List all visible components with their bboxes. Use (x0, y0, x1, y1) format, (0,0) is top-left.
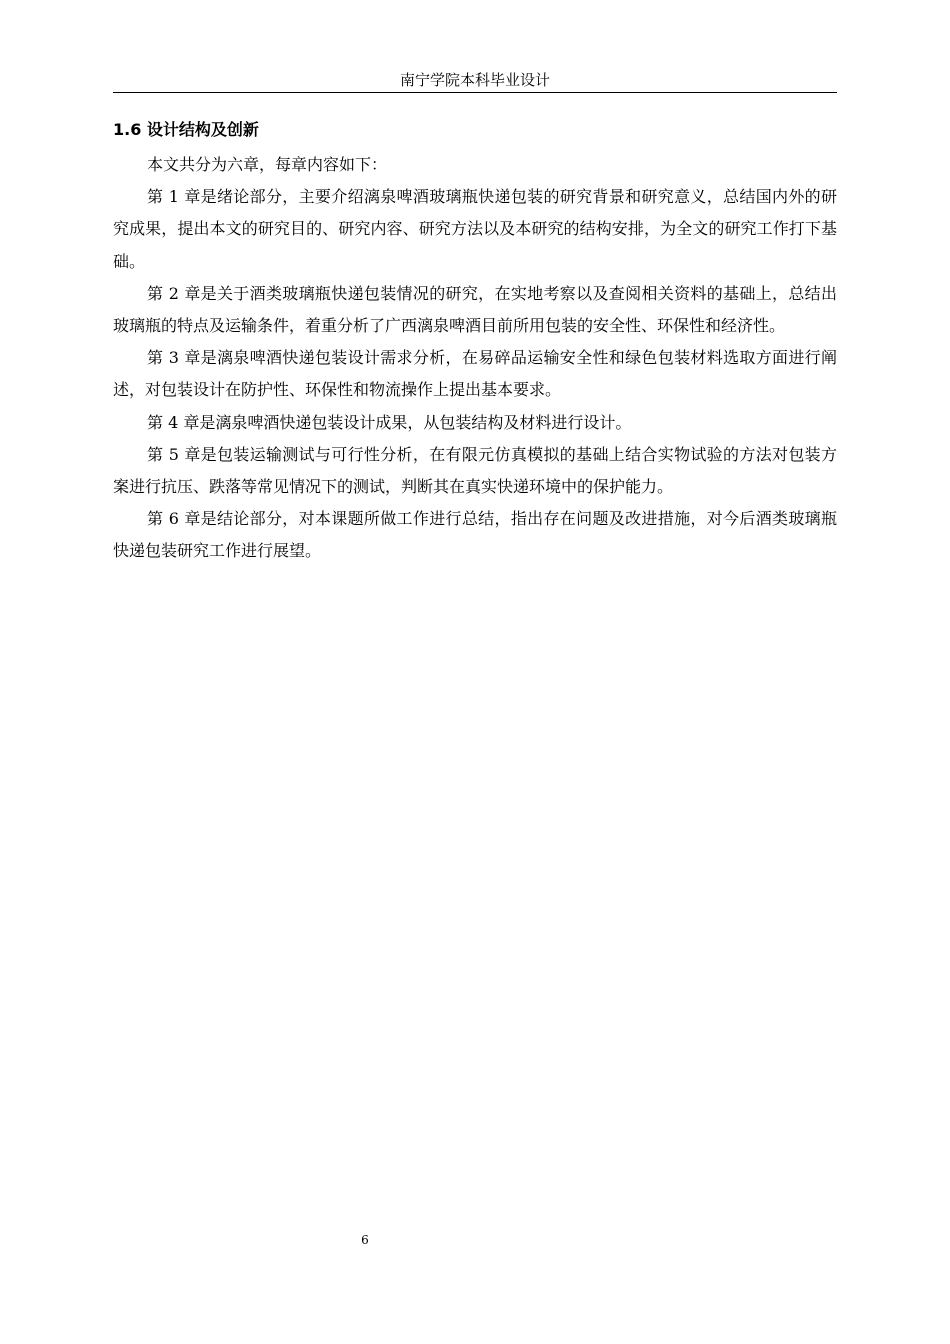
chapter-5-paragraph: 第 5 章是包装运输测试与可行性分析，在有限元仿真模拟的基础上结合实物试验的方法对包装方案进行抗压、跌落等常见情况下的测试，判断其在真实快递环境中的保护能力。 (113, 444, 837, 497)
chapter-4-paragraph: 第 4 章是漓泉啤酒快递包装设计成果，从包装结构及材料进行设计。 (147, 412, 632, 432)
page-number: 6 (361, 1233, 369, 1247)
intro-paragraph: 本文共分为六章，每章内容如下： (147, 155, 388, 174)
chapter-1-paragraph: 第 1 章是绪论部分，主要介绍漓泉啤酒玻璃瓶快递包装的研究背景和研究意义，总结国内外的研究成果，提出本文的研究目的、研究内容、研究方法以及本研究的结构安排，为全文的研究工作打下基础。 (113, 187, 837, 271)
chapter-2-paragraph: 第 2 章是关于酒类玻璃瓶快递包装情况的研究，在实地考察以及查阅相关资料的基础上，总结出玻璃瓶的特点及运输条件，着重分析了广西漓泉啤酒目前所用包装的安全性、环保性和经济性。 (113, 283, 837, 336)
chapter-3-paragraph: 第 3 章是漓泉啤酒快递包装设计需求分析，在易碎品运输安全性和绿色包装材料选取方面进行阐述，对包装设计在防护性、环保性和物流操作上提出基本要求。 (113, 348, 837, 400)
section-body (113, 149, 837, 568)
header-title: 南宁学院本科毕业设计 (399, 71, 550, 89)
page-header (113, 68, 837, 93)
chapter-6-paragraph: 第 6 章是结论部分，对本课题所做工作进行总结，指出存在问题及改进措施，对今后酒类玻璃瓶快递包装研究工作进行展望。 (113, 509, 837, 561)
section-heading: 1.6 设计结构及创新 (113, 120, 259, 139)
